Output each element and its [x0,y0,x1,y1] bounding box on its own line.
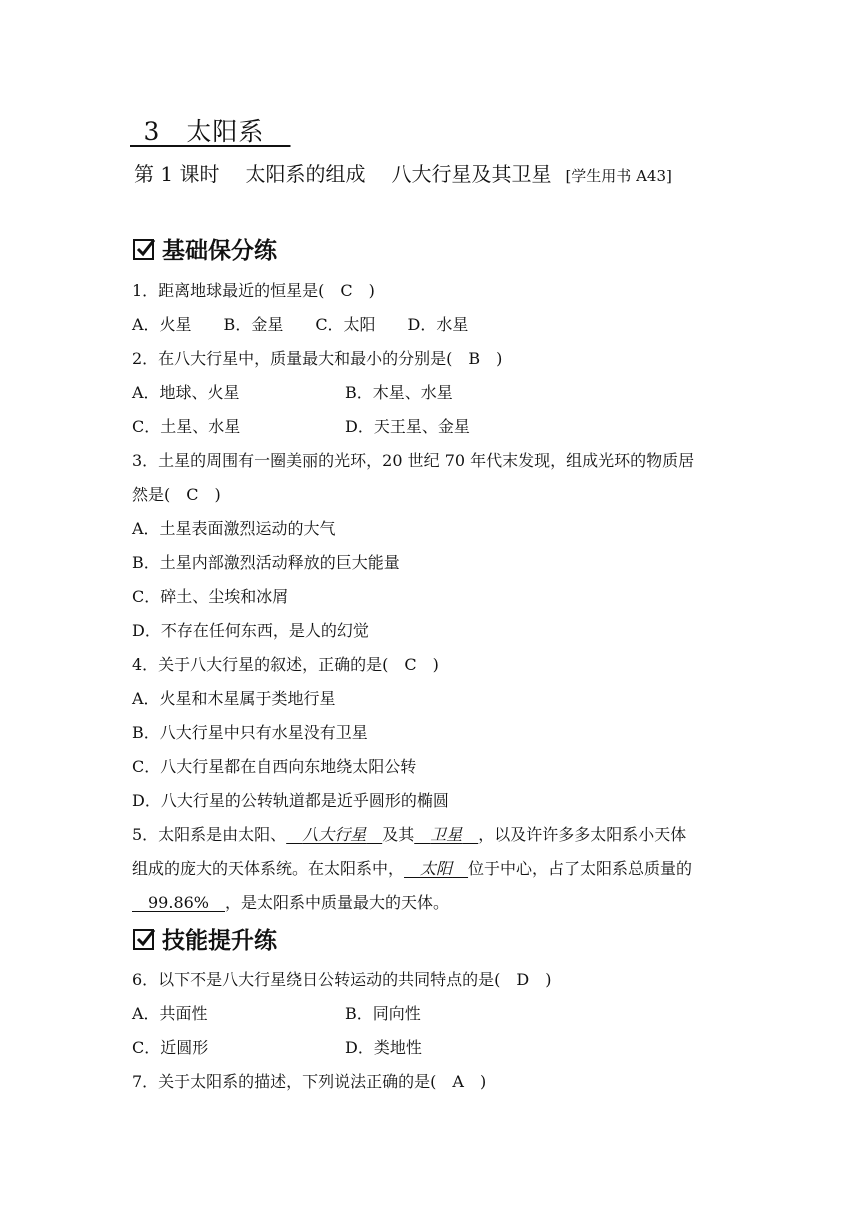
q1-stem: 1．距离地球最近的恒星是( C ) [132,281,375,300]
q3-option-c: C．碎土、尘埃和冰屑 [132,587,289,606]
book-reference: [学生用书 A43] [565,167,672,185]
title-number: 3 [143,117,161,146]
lesson-topic-2: 八大行星及其卫星 [391,162,552,186]
q4-stem: 4．关于八大行星的叙述，正确的是( C ) [132,655,439,674]
q3-stem-line-1: 3．土星的周围有一圈美丽的光环，20 世纪 70 年代末发现，组成光环的物质居 [132,451,695,470]
q4-option-d: D．八大行星的公转轨道都是近乎圆形的椭圆 [132,791,449,810]
q3-option-b: B．土星内部激烈活动释放的巨大能量 [132,553,400,572]
q5-line-2 [132,859,692,879]
q6-stem: 6．以下不是八大行星绕日公转运动的共同特点的是( D ) [132,970,552,989]
q5-text-6: ，是太阳系中质量最大的天体。 [225,893,450,912]
q2-option-b: B．木星、水星 [345,383,453,402]
q5-text-5: 位于中心，占了太阳系总质量的 [468,859,693,878]
lesson-number: 第 1 课时 [134,162,220,186]
q6-option-b: B．同向性 [345,1004,421,1023]
q3-stem-line-2: 然是( C ) [132,485,221,504]
q5-text-4: 组成的庞大的天体系统。在太阳系中， [132,859,405,878]
q5-text-1: 5．太阳系是由太阳、 [132,825,287,844]
lesson-subtitle [134,158,672,187]
q5-blank-sun: 太阳 [420,859,453,878]
q1-options: A．火星 B．金星 C．太阳 D．水星 [132,315,469,334]
section-basic [132,232,277,265]
q5-line-3 [132,893,449,913]
q5-text-2: 及其 [382,825,415,844]
q3-option-d: D．不存在任何东西，是人的幻觉 [132,621,369,640]
section-basic-title: 基础保分练 [162,238,277,264]
section-advanced [132,922,277,955]
q4-option-c: C．八大行星都在自西向东地绕太阳公转 [132,757,417,776]
q3-option-a: A．土星表面激烈运动的大气 [132,519,336,538]
q4-option-b: B．八大行星中只有水星没有卫星 [132,723,368,742]
q2-option-a: A．地球、火星 [132,383,240,402]
page-title [130,112,290,148]
q7-stem: 7．关于太阳系的描述，下列说法正确的是( A ) [132,1072,487,1091]
q6-option-c: C．近圆形 [132,1038,209,1057]
q5-line-1 [132,825,686,845]
title-text: 太阳系 [186,117,265,146]
q6-option-d: D．类地性 [345,1038,422,1057]
q5-blank-percent: 99.86% [148,893,210,912]
checkbox-check-icon [132,927,156,951]
q2-option-d: D．天王星、金星 [345,417,470,436]
q5-blank-planets: 八大行星 [302,825,367,844]
q2-stem: 2．在八大行星中，质量最大和最小的分别是( B ) [132,349,503,368]
checkbox-check-icon [132,237,156,261]
q5-text-3: ，以及许许多多太阳系小天体 [478,825,687,844]
q5-blank-satellites: 卫星 [430,825,463,844]
q2-option-c: C．土星、水星 [132,417,241,436]
q6-option-a: A．共面性 [132,1004,208,1023]
lesson-topic-1: 太阳系的组成 [245,162,366,186]
q2-option-row-1 [132,383,240,403]
section-advanced-title: 技能提升练 [162,928,277,954]
q4-option-a: A．火星和木星属于类地行星 [132,689,336,708]
